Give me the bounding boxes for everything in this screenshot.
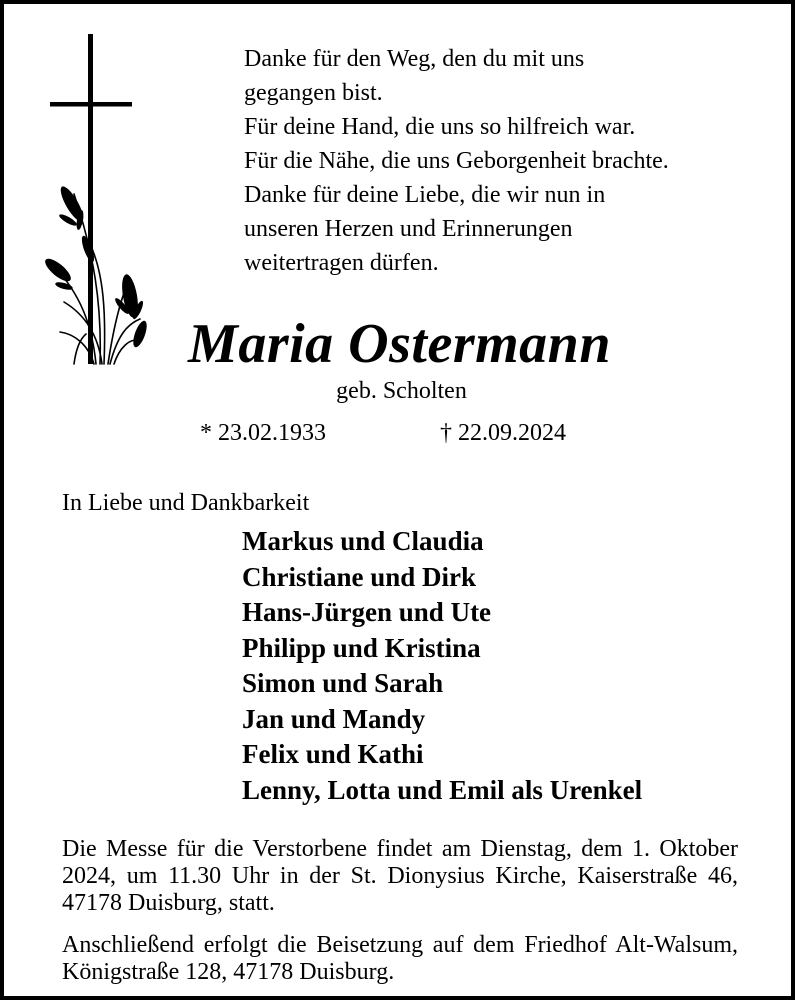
list-item: Christiane und Dirk [242,561,477,592]
mass-notice: Die Messe für die Verstorbene findet am Dienstag, dem 1. Oktober 2024, um 11.30 Uhr in der St. Dionysius Kirche, Kaiserstraße 46, 47178 Duisburg, statt. [62,836,738,916]
list-item: Simon und Sarah [242,668,444,698]
poem-line: Für deine Hand, die uns so hilfreich war. [244,114,636,140]
birth-date: * 23.02.1933 [200,420,326,446]
poem-line: weitertragen dürfen. [244,250,439,276]
poem-line: Danke für deine Liebe, die wir nun in [244,182,606,208]
list-item: Hans-Jürgen und Ute [242,597,492,627]
poem-line: gegangen bist. [244,80,383,106]
list-item: Philipp und Kristina [242,632,481,663]
mourners-intro: In Liebe und Dankbarkeit [62,490,310,516]
poem [244,42,784,280]
list-item: Markus und Claudia [242,526,484,556]
mourners-list [242,524,642,808]
poem-line: Danke für den Weg, den du mit uns [244,46,585,72]
list-item: Lenny, Lotta und Emil als Urenkel [242,774,643,805]
poem-line: unseren Herzen und Erinnerungen [244,216,573,242]
list-item: Felix und Kathi [242,739,424,769]
deceased-name: Maria Ostermann [188,313,611,375]
burial-notice: Anschließend erfolgt die Beisetzung auf dem Friedhof Alt-Walsum, Königstraße 128, 47178 Duisburg. [62,932,738,985]
death-date: † 22.09.2024 [440,420,566,446]
list-item: Jan und Mandy [242,703,426,734]
poem-line: Für die Nähe, die uns Geborgenheit brachte. [244,148,669,174]
maiden-name: geb. Scholten [336,378,467,404]
